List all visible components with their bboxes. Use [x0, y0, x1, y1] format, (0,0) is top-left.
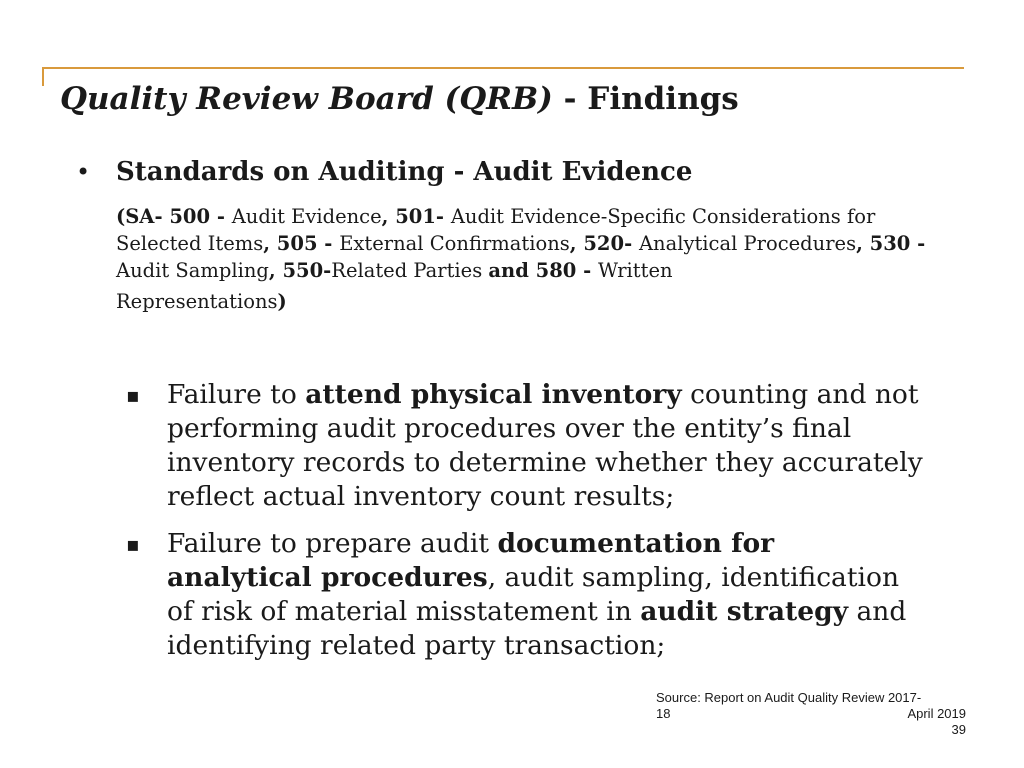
- finding-emphasis: attend physical inventory: [305, 379, 682, 410]
- ref-name-580-cont: Representations: [116, 290, 278, 313]
- source-date: April 2019: [907, 706, 966, 721]
- ref-prefix-530: , 530 -: [856, 232, 926, 255]
- ref-last-line: [116, 288, 946, 315]
- ref-name-501: Audit Evidence-Specific Considerations for Selected Items: [116, 205, 876, 255]
- ref-prefix-520: , 520-: [569, 232, 639, 255]
- ref-name-500: Audit Evidence: [231, 205, 382, 228]
- slide-title-suffix: - Findings: [552, 81, 739, 117]
- ref-name-520: Analytical Procedures: [638, 232, 857, 255]
- page-number: 39: [951, 722, 966, 737]
- bullet-dot-icon: •: [76, 158, 91, 186]
- standards-reference-list: [116, 203, 946, 315]
- finding-emphasis: documentation for analytical procedures: [167, 528, 775, 593]
- ref-close-paren: ): [277, 290, 287, 313]
- ref-prefix-501: , 501-: [381, 205, 451, 228]
- square-bullet-icon: ▪: [126, 383, 140, 407]
- source-line-2: [656, 706, 966, 722]
- finding-text-c: counting and not performing audit procedures over the entity’s final inventory records to determine whether they accurately reflect actual inventory count results;: [167, 379, 923, 512]
- finding-text-e: and identifying related party transaction;: [167, 596, 907, 661]
- ref-prefix-550: , 550-: [268, 259, 332, 282]
- square-bullet-icon: ▪: [126, 532, 140, 556]
- finding-item: [126, 527, 926, 663]
- ref-prefix-505: , 505 -: [263, 232, 340, 255]
- source-year-suffix: 18: [656, 706, 671, 721]
- title-rule-horizontal: [42, 67, 964, 69]
- finding-item: [126, 378, 926, 514]
- ref-name-530: Audit Sampling: [116, 259, 269, 282]
- ref-name-550: Related Parties: [331, 259, 489, 282]
- ref-name-580: Written: [598, 259, 673, 282]
- finding-text-c: , audit sampling, identification of risk of material misstatement in: [167, 562, 900, 627]
- footer-source: [656, 690, 966, 738]
- finding-emphasis-2: audit strategy: [640, 596, 849, 627]
- source-line-1: Source: Report on Audit Quality Review 2017-: [656, 690, 922, 705]
- finding-text-a: Failure to: [167, 379, 306, 410]
- slide-title: [60, 80, 739, 118]
- findings-list: [126, 378, 926, 676]
- ref-prefix-500: (SA- 500 -: [116, 205, 232, 228]
- ref-name-505: External Confirmations: [339, 232, 570, 255]
- ref-prefix-580: and 580 -: [488, 259, 599, 282]
- title-rule-vertical: [42, 67, 44, 86]
- finding-text-a: Failure to prepare audit: [167, 528, 498, 559]
- slide-title-italic: Quality Review Board (QRB): [60, 81, 553, 117]
- section-heading: Standards on Auditing - Audit Evidence: [116, 157, 693, 187]
